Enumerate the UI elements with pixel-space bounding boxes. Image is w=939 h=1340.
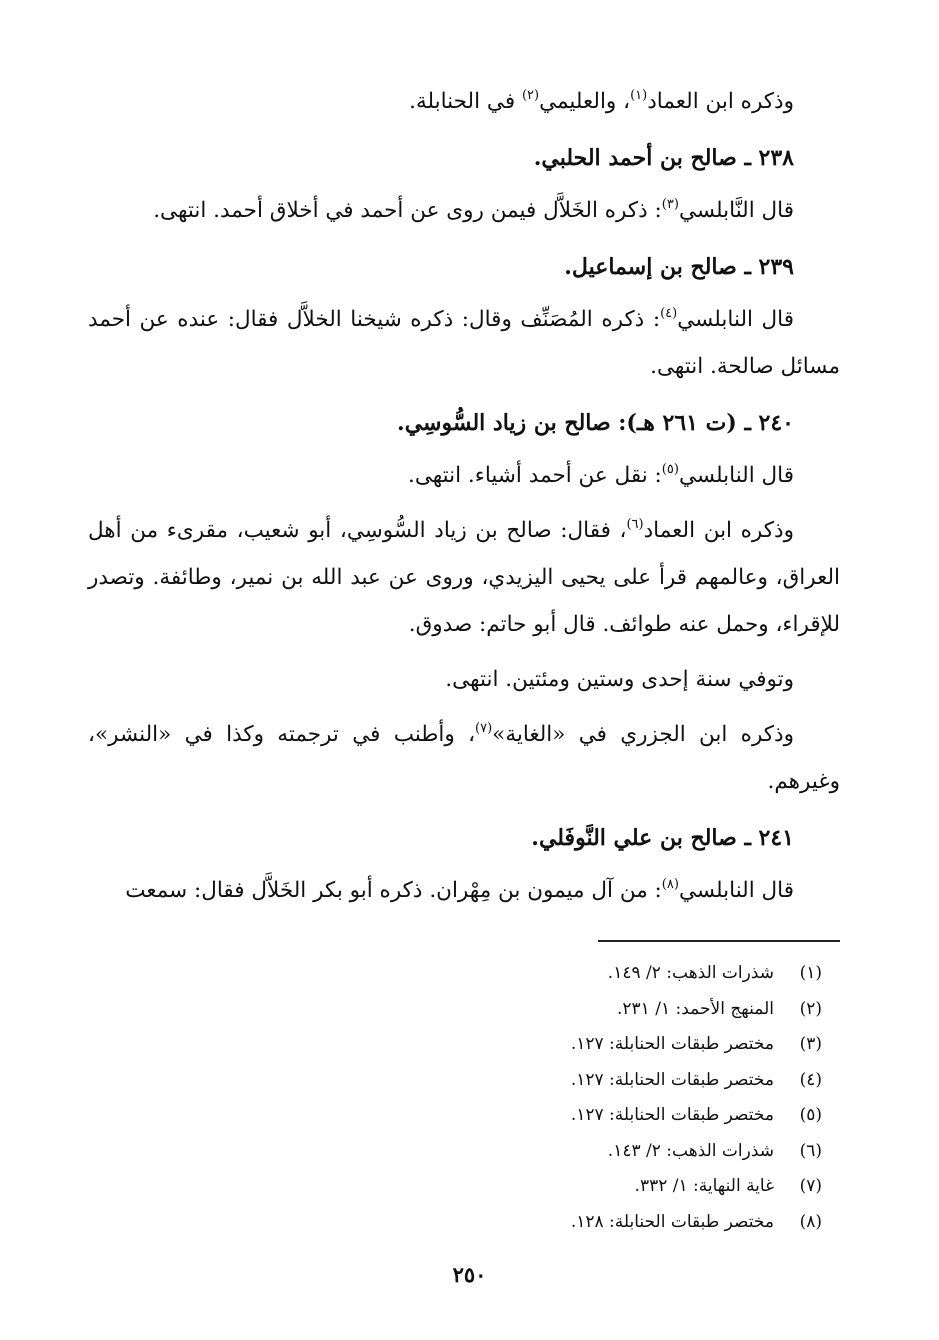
footnote-number: (٤) [799,1069,822,1090]
paragraph-8 [88,867,840,914]
paragraph-text: في الحنابلة. [409,89,522,114]
page-number: ٢٥٠ [452,1262,487,1287]
paragraph-5 [88,507,840,648]
paragraph-text: قال النابلسي [678,878,794,903]
paragraph-text: قال النابلسي [677,307,794,332]
paragraph-3 [88,296,840,390]
footnote-item [88,992,840,1028]
footnote-text: شذرات الذهب: ٢/ ١٤٣. [607,1140,774,1161]
footnote-ref[interactable]: (٥) [661,462,679,477]
footnote-item [88,1205,840,1241]
footnote-text: مختصر طبقات الحنابلة: ١٢٨. [570,1211,774,1232]
footnotes [88,956,840,1240]
paragraph-text: ، فقال: صالح بن زياد السُّوسِي، أبو شعيب، مقرىء من أهل العراق، وعالمهم قرأ على يحيى اليزيدي، وروى عن عبد الله بن نمير، وطائفة. وتصدر للإقراء، وحمل عنه طوائف. قال أبو حاتم: صدوق. [88,518,840,637]
paragraph-text: قال النَّابلسي [678,198,794,223]
page-body [88,78,840,914]
footnote-item [88,1027,840,1063]
footnote-ref[interactable]: (٣) [661,197,679,212]
footnote-item [88,1134,840,1170]
paragraph-text: : ذكره الخَلاَّل فيمن روى عن أحمد في أخلاق أحمد. انتهى. [153,198,662,223]
footnote-text: مختصر طبقات الحنابلة: ١٢٧. [570,1105,774,1125]
footnote-text: مختصر طبقات الحنابلة: ١٢٧. [570,1069,774,1090]
entry-heading-239: ٢٣٩ ـ صالح بن إسماعيل. [564,254,794,280]
paragraph-text: : ذكره المُصَنِّف وقال: ذكره شيخنا الخلاَّل فقال: عنده عن أحمد مسائل صالحة. انتهى. [88,307,840,379]
footnote-item [88,1063,840,1099]
paragraph-7 [88,711,840,805]
footnote-text: غاية النهاية: ١/ ٣٣٢. [634,1176,774,1196]
paragraph-text: ، والعليمي [539,89,631,114]
footnote-number: (١) [799,963,822,983]
footnote-ref[interactable]: (٦) [626,517,644,532]
paragraph-text: وذكره ابن الجزري في «الغاية» [492,722,794,747]
footnote-ref[interactable]: (١) [630,88,648,103]
footnote-ref[interactable]: (٢) [521,88,540,103]
footnote-text: شذرات الذهب: ٢/ ١٤٩. [607,963,774,983]
footnote-number: (٦) [799,1140,822,1161]
paragraph-text: وذكره ابن العماد [647,89,794,114]
footnote-number: (٥) [799,1105,822,1125]
entry-heading-240: ٢٤٠ ـ (ت ٢٦١ هـ): صالح بن زياد السُّوسِي. [397,410,794,436]
entry-heading-238: ٢٣٨ ـ صالح بن أحمد الحلبي. [533,145,794,171]
paragraph-text: : من آل ميمون بن مِهْران. ذكره أبو بكر الخَلاَّل فقال: سمعت [125,878,662,903]
footnote-number: (٨) [799,1211,822,1232]
paragraph-6: وتوفي سنة إحدى وستين ومئتين. انتهى. [445,667,794,692]
paragraph-2 [88,187,840,234]
footnote-text: مختصر طبقات الحنابلة: ١٢٧. [570,1034,774,1054]
paragraph-text: : نقل عن أحمد أشياء. انتهى. [407,463,662,488]
paragraph-text: قال النابلسي [678,463,794,488]
paragraph-1 [88,78,840,125]
footnote-number: (٧) [799,1176,822,1196]
footnote-ref[interactable]: (٧) [475,721,493,736]
footnote-item [88,1169,840,1205]
footnote-item [88,1098,840,1134]
footnote-ref[interactable]: (٤) [660,306,678,321]
paragraph-text: ، وأطنب في ترجمته وكذا في «النشر»، وغيرهم. [88,722,840,794]
paragraph-4 [88,452,840,499]
footnote-divider [598,940,840,942]
paragraph-text: وذكره ابن العماد [643,518,794,543]
footnote-number: (٢) [799,998,822,1019]
footnote-number: (٣) [799,1034,822,1054]
footnote-text: المنهج الأحمد: ١/ ٢٣١. [617,998,774,1019]
footnote-ref[interactable]: (٨) [661,877,679,892]
entry-heading-241: ٢٤١ ـ صالح بن علي النَّوفَلي. [531,825,794,851]
footnote-item [88,956,840,992]
